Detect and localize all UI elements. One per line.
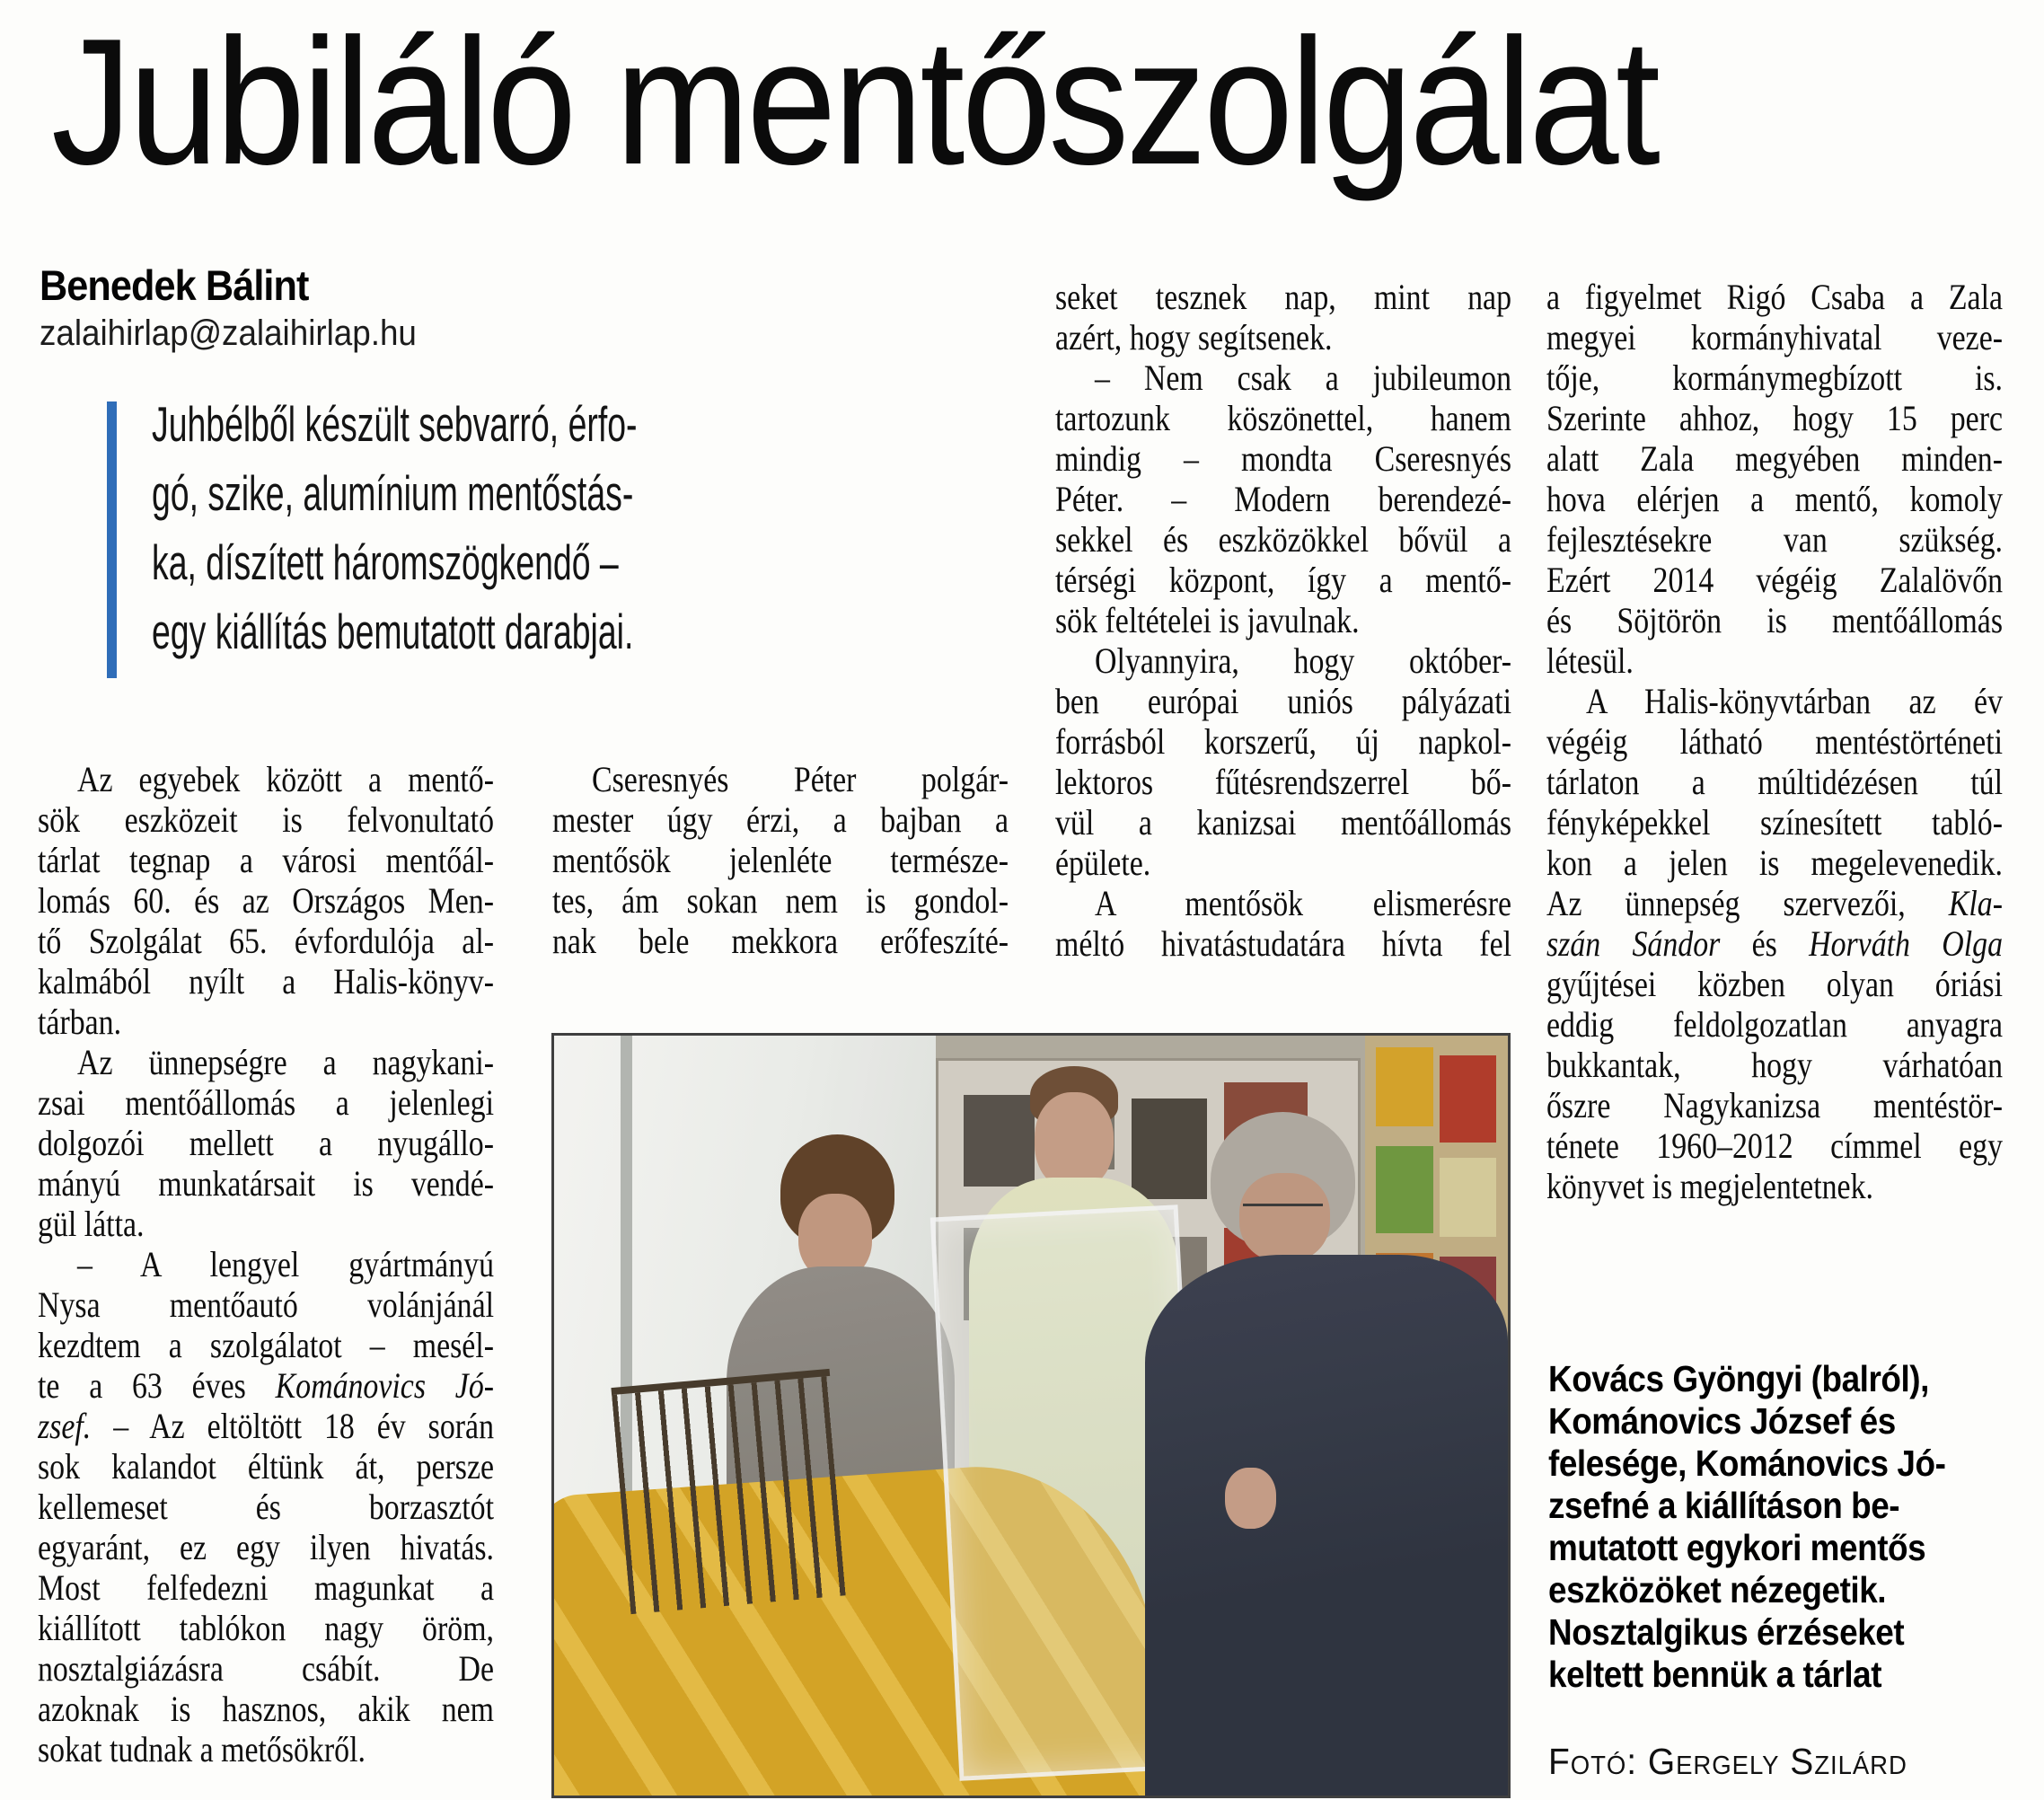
text-segment: gyűjtései közben olyan óriási [1546,964,2004,1004]
text-line [552,840,1009,880]
text-line [1546,1004,2003,1045]
text-segment: térségi központ, így a mentő- [1055,560,1512,600]
text-line [1055,681,1511,721]
text-segment: gül látta. [38,1204,145,1244]
text-segment: létesül. [1546,640,1634,681]
text-line [38,1123,494,1163]
body-column-2 [552,759,1009,961]
text-segment: tes, ám sokan nem is gondol- [552,880,1009,921]
text-line [552,880,1009,921]
text-line [38,1325,494,1365]
text-line [38,1487,494,1527]
text-line [1546,438,2003,479]
text-line [38,1284,494,1325]
text-segment: vül a kanizsai mentőállomás [1055,802,1512,843]
text-segment: Az egyebek között a mentő- [77,759,495,799]
text-line [1055,923,1511,964]
photo-caption [1548,1358,1945,1696]
text-segment: eddig feldolgozatlan anyagra [1546,1004,2004,1045]
text-line: egy kiállítás bemutatott darabjai. [152,604,634,659]
body-column-1 [38,759,494,1769]
text-segment: mindig – mondta Cseresnyés [1055,438,1512,479]
text-line [38,1689,494,1729]
text-line [1546,317,2003,357]
text-segment: azoknak is hasznos, akik nem [38,1689,495,1729]
text-segment: ben európai uniós pályázati [1055,681,1512,721]
text-line [1055,843,1511,883]
headline: Jubiláló mentőszolgálat [51,2,1658,202]
text-line [1055,317,1511,357]
text-line [1546,964,2003,1004]
text-line [1546,600,2003,640]
text-segment: sök feltételei is javulnak. [1055,600,1360,640]
text-line [38,921,494,961]
text-line: gó, szike, alumínium mentőstás- [152,465,634,521]
italic-text-segment: zsef. [38,1406,92,1446]
text-segment: azért, hogy segítsenek. [1055,317,1333,357]
text-line [552,921,1009,961]
text-segment: sok kalandot éltünk át, persze [38,1446,495,1487]
text-line [1055,600,1511,640]
text-segment: Az ünnepség szervezői, [1546,883,1949,923]
text-line [38,1244,494,1284]
italic-text-segment: Horváth Olga [1809,923,2004,964]
text-segment: zsai mentőállomás a jelenlegi [38,1082,495,1123]
text-line [38,1729,494,1769]
text-segment: kon a jelen is megelevenedik. [1546,843,2004,883]
text-line [1546,1125,2003,1166]
text-segment: egyaránt, ez egy ilyen hivatás. [38,1527,495,1567]
text-segment: méltó hivatástudatára hívta fel [1055,923,1512,964]
photo-credit-text: Fotó: Gergely Szilárd [1548,1741,1907,1782]
text-segment: dolgozói mellett a nyugállo- [38,1123,495,1163]
text-segment: te a 63 éves [38,1365,276,1406]
text-segment: tő Szolgálat 65. évfordulója al- [38,921,495,961]
text-line [1055,640,1511,681]
text-line [1546,923,2003,964]
photo-credit [1548,1741,1907,1783]
text-line [1546,721,2003,762]
text-segment: Olyannyira, hogy október- [1095,640,1512,681]
text-segment: Nysa mentőautó volánjánál [38,1284,495,1325]
text-segment: tárlaton a múltidézésen túl [1546,762,2004,802]
text-line [38,1608,494,1648]
text-line: Kománovics József és [1548,1400,1896,1442]
text-line [38,1527,494,1567]
text-line [1546,883,2003,923]
text-line: mutatott egykori mentős [1548,1527,1926,1568]
text-line [1055,721,1511,762]
text-line [1546,1045,2003,1085]
text-segment: mányú munkatársait is vendé- [38,1163,495,1204]
text-segment: seket tesznek nap, mint nap [1055,277,1512,317]
text-line [1055,883,1511,923]
text-segment: – Nem csak a jubileumon [1095,357,1512,398]
text-line: ka, díszített háromszögkendő – [152,534,619,590]
text-line [1055,802,1511,843]
text-line: Kovács Gyöngyi (balról), [1548,1358,1929,1399]
text-line [552,759,1009,799]
text-segment: Az ünnepségre a nagykani- [77,1042,495,1082]
text-segment: A Halis-könyvtárban az év [1586,681,2004,721]
text-line [1055,762,1511,802]
text-line [38,1567,494,1608]
text-segment: fényképekkel színesített tabló- [1546,802,2004,843]
text-line [1055,560,1511,600]
italic-text-segment: Kománovics Jó- [275,1365,495,1406]
text-line [552,799,1009,840]
text-segment: kellemeset és borzasztót [38,1487,495,1527]
text-line [1546,357,2003,398]
text-segment: Péter. – Modern berendezé- [1055,479,1512,519]
text-segment: lomás 60. és az Országos Men- [38,880,495,921]
italic-text-segment: szán Sándor [1546,923,1721,964]
body-column-3 [1055,277,1511,964]
text-segment: épülete. [1055,843,1151,883]
text-segment: tője, kormánymegbízott is. [1546,357,2004,398]
text-line [1546,1166,2003,1206]
text-segment: sokat tudnak a metősökről. [38,1729,366,1769]
text-line [1546,1085,2003,1125]
text-segment: fejlesztésekre van szükség. [1546,519,2004,560]
text-line [38,961,494,1001]
text-segment: Ezért 2014 végéig Zalalövőn [1546,560,2004,600]
text-line [1546,762,2003,802]
text-line [1546,560,2003,600]
text-segment: könyvet is megjelentetnek. [1546,1166,1873,1206]
text-segment: nosztalgiázásra csábít. De [38,1648,495,1689]
byline-author: Benedek Bálint [40,261,309,309]
byline-email: zalaihirlap@zalaihirlap.hu [40,313,417,353]
text-segment: megyei kormányhivatal veze- [1546,317,2004,357]
text-line [38,1204,494,1244]
text-segment: ténete 1960–2012 címmel egy [1546,1125,2004,1166]
text-line [1055,277,1511,317]
text-segment: nak bele mekkora erőfeszíté- [552,921,1009,961]
text-line [38,1163,494,1204]
text-line [38,1406,494,1446]
text-segment: kezdtem a szolgálatot – mesél- [38,1325,495,1365]
exhibition-photo [551,1033,1511,1798]
byline [40,260,417,354]
text-line [38,799,494,840]
text-line [1055,438,1511,479]
text-segment: sök eszközeit is felvonultató [38,799,495,840]
text-line [1055,357,1511,398]
text-segment: tárban. [38,1001,122,1042]
text-line: Juhbélből készült sebvarró, érfo- [152,396,638,452]
lead-paragraph [152,390,637,666]
text-segment: végéig látható mentéstörténeti [1546,721,2004,762]
text-line [1546,277,2003,317]
text-segment: tartozunk köszönettel, hanem [1055,398,1512,438]
text-line: keltett bennük a tárlat [1548,1654,1882,1695]
text-line [1546,479,2003,519]
text-segment: és [1720,923,1810,964]
lead-accent-bar [107,401,117,678]
text-line [38,1042,494,1082]
text-line [1546,398,2003,438]
text-segment: őszre Nagykanizsa mentéstör- [1546,1085,2004,1125]
italic-text-segment: Kla- [1948,883,2004,923]
text-line [1055,398,1511,438]
text-segment: Most felfedezni magunkat a [38,1567,495,1608]
text-line [38,1082,494,1123]
text-line [38,1446,494,1487]
text-segment: Cseresnyés Péter polgár- [592,759,1009,799]
text-line [1546,640,2003,681]
text-segment: Szerinte ahhoz, hogy 15 perc [1546,398,2004,438]
photo-grain-overlay [554,1036,1508,1796]
text-segment: sekkel és eszközökkel bővül a [1055,519,1512,560]
text-segment: és Söjtörön is mentőállomás [1546,600,2004,640]
text-line [38,840,494,880]
text-segment: mentősök jelenléte természe- [552,840,1009,880]
text-line [38,759,494,799]
text-line [38,880,494,921]
text-segment: lektoros fűtésrendszerrel bő- [1055,762,1512,802]
text-segment: A mentősök elismerésre [1095,883,1512,923]
text-line [1055,519,1511,560]
text-segment: a figyelmet Rigó Csaba a Zala [1546,277,2004,317]
text-line [1546,519,2003,560]
text-segment: – A lengyel gyártmányú [77,1244,495,1284]
text-line: Nosztalgikus érzéseket [1548,1611,1905,1653]
text-segment: hova elérjen a mentő, komoly [1546,479,2004,519]
text-line: zsefné a kiállításon be- [1548,1485,1900,1526]
text-segment: forrásból korszerű, új napkol- [1055,721,1512,762]
text-segment: alatt Zala megyében minden- [1546,438,2004,479]
body-column-4 [1546,277,2003,1206]
text-segment: mester úgy érzi, a bajban a [552,799,1009,840]
text-line: felesége, Kománovics Jó- [1548,1443,1946,1484]
text-segment: bukkantak, hogy várhatóan [1546,1045,2004,1085]
text-segment: kiállított tablókon nagy öröm, [38,1608,495,1648]
text-segment: kalmából nyílt a Halis-könyv- [38,961,495,1001]
text-line [38,1001,494,1042]
text-segment: – Az eltöltött 18 év során [91,1406,495,1446]
text-line [38,1365,494,1406]
text-line: eszközöket nézegetik. [1548,1569,1887,1610]
text-line [1546,843,2003,883]
text-line [38,1648,494,1689]
text-line [1055,479,1511,519]
text-line [1546,681,2003,721]
text-segment: tárlat tegnap a városi mentőál- [38,840,495,880]
text-line [1546,802,2003,843]
